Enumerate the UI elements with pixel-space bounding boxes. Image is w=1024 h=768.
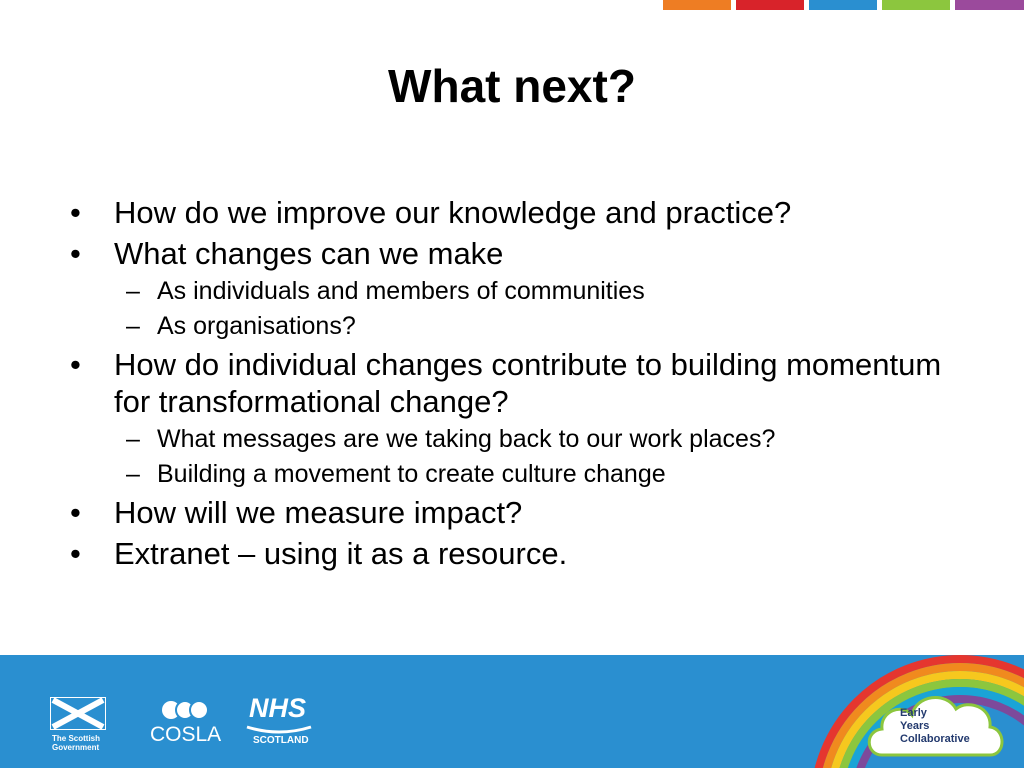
- bullet-marker: •: [70, 536, 81, 571]
- sub-bullet-item: [70, 311, 970, 342]
- bullet-item: [70, 194, 970, 231]
- slide-title: What next?: [388, 60, 636, 112]
- dash-marker: –: [126, 425, 140, 453]
- scotgov-line1: The Scottish: [52, 734, 101, 743]
- nhs-subtext: SCOTLAND: [253, 735, 309, 746]
- cosla-text: COSLA: [150, 723, 222, 746]
- scottish-government-logo: [50, 697, 108, 752]
- bullet-item: [70, 494, 970, 531]
- scotgov-line2: Government: [52, 743, 100, 752]
- sub-bullet-text: As individuals and members of communities: [157, 277, 645, 305]
- bullet-item: [70, 235, 970, 272]
- nhs-text: NHS: [249, 693, 307, 723]
- stripe-red: [736, 0, 804, 10]
- early-years-line1: Early: [900, 707, 927, 719]
- bullet-list: [70, 194, 970, 576]
- bullet-text: How do individual changes contribute to building momentum for transformational change?: [114, 347, 942, 419]
- early-years-line2: Years: [900, 720, 930, 732]
- sub-bullet-text: What messages are we taking back to our work places?: [157, 425, 776, 453]
- sub-bullet-text: Building a movement to create culture change: [157, 460, 666, 488]
- cosla-circles-icon: [160, 699, 210, 721]
- sub-bullet-item: [70, 459, 970, 490]
- bullet-item: [70, 346, 970, 420]
- saltire-flag-icon: [50, 697, 106, 730]
- bullet-marker: •: [70, 195, 81, 230]
- bullet-text: Extranet – using it as a resource.: [114, 536, 568, 571]
- stripe-green: [882, 0, 950, 10]
- sub-bullet-item: [70, 276, 970, 307]
- bullet-text: What changes can we make: [114, 236, 504, 271]
- nhs-swoosh-icon: [245, 723, 313, 735]
- early-years-logo: [800, 655, 1024, 768]
- stripe-purple: [955, 0, 1024, 10]
- bullet-text: How will we measure impact?: [114, 495, 523, 530]
- sub-bullet-text: As organisations?: [157, 312, 356, 340]
- bullet-item: [70, 535, 970, 572]
- bullet-marker: •: [70, 495, 81, 530]
- bullet-marker: •: [70, 347, 81, 382]
- stripe-blue: [809, 0, 877, 10]
- bullet-text: How do we improve our knowledge and practice?: [114, 195, 792, 230]
- dash-marker: –: [126, 277, 140, 305]
- dash-marker: –: [126, 312, 140, 340]
- dash-marker: –: [126, 460, 140, 488]
- footer-bar: [0, 655, 1024, 768]
- nhs-scotland-logo: [245, 693, 317, 753]
- early-years-line3: Collaborative: [900, 733, 970, 745]
- stripe-orange: [663, 0, 731, 10]
- sub-bullet-item: [70, 424, 970, 455]
- cosla-logo: [150, 699, 220, 749]
- bullet-marker: •: [70, 236, 81, 271]
